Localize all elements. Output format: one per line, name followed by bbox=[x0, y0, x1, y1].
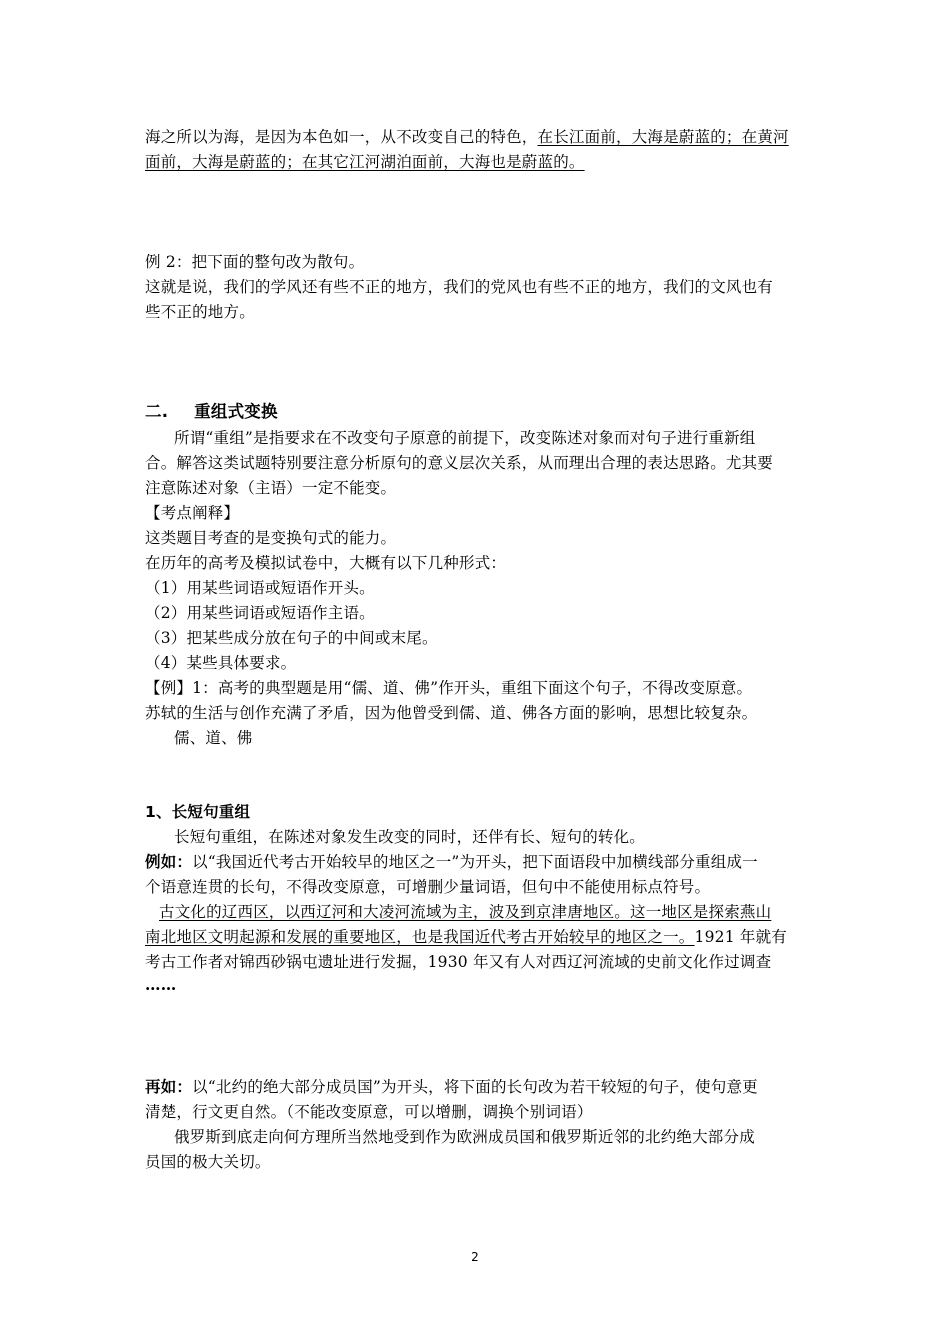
example-line: 【例】1：高考的典型题是用“儒、道、佛”作开头，重组下面这个句子，不得改变原意。 bbox=[145, 679, 753, 697]
subsection-title: 1、长短句重组 bbox=[145, 803, 251, 821]
para-line: 些不正的地方。 bbox=[145, 303, 255, 321]
para-line: 清楚，行文更自然。（不能改变原意，可以增删，调换个别词语） bbox=[145, 1103, 593, 1121]
example-line: 苏轼的生活与创作充满了矛盾，因为他曾受到儒、道、佛各方面的影响，思想比较复杂。 bbox=[145, 704, 758, 722]
para-line: 合。解答这类试题特别要注意分析原句的意义层次关系，从而理出合理的表达思路。尤其要 bbox=[145, 454, 774, 472]
list-item: （4）某些具体要求。 bbox=[145, 654, 297, 672]
list-item: （2）用某些词语或短语作主语。 bbox=[145, 604, 375, 622]
para-line: 这类题目考查的是变换句式的能力。 bbox=[145, 529, 397, 547]
example-label: 例如： bbox=[145, 852, 193, 871]
underlined-text: 南北地区文明起源和发展的重要地区，也是我国近代考古开始较早的地区之一。 bbox=[145, 928, 695, 946]
para-line: 再如：以“北约的绝大部分成员国”为开头，将下面的长句改为若干较短的句子，使句意更 bbox=[145, 1077, 758, 1096]
para-line: 在历年的高考及模拟试卷中，大概有以下几种形式： bbox=[145, 554, 507, 572]
kaodian-heading: 【考点阐释】 bbox=[145, 504, 240, 522]
section-number: 二. bbox=[145, 402, 169, 421]
para-line: 员国的极大关切。 bbox=[145, 1153, 271, 1171]
section-heading bbox=[145, 402, 278, 422]
example-2-title: 例 2：把下面的整句改为散句。 bbox=[145, 253, 365, 271]
para-line: 长短句重组，在陈述对象发生改变的同时，还伴有长、短句的转化。 bbox=[174, 828, 646, 846]
underlined-text: 面前，大海是蔚蓝的；在其它江河湖泊面前，大海也是蔚蓝的。 bbox=[145, 153, 585, 171]
example-line: 儒、道、佛 bbox=[174, 729, 253, 747]
underlined-text: 在长江面前，大海是蔚蓝的；在黄河 bbox=[537, 128, 789, 146]
para-line: 南北地区文明起源和发展的重要地区，也是我国近代考古开始较早的地区之一。1921 年就有 bbox=[145, 928, 787, 946]
para-line: 个语意连贯的长句，不得改变原意，可增删少量词语，但句中不能使用标点符号。 bbox=[145, 878, 711, 896]
page-number: 2 bbox=[471, 1250, 479, 1264]
para-line: 俄罗斯到底走向何方理所当然地受到作为欧洲成员国和俄罗斯近邻的北约绝大部分成 bbox=[174, 1128, 755, 1146]
list-item: （1）用某些词语或短语作开头。 bbox=[145, 579, 375, 597]
para-line: 海之所以为海，是因为本色如一，从不改变自己的特色，在长江面前，大海是蔚蓝的；在黄河 bbox=[145, 128, 789, 146]
list-item: （3）把某些成分放在句子的中间或末尾。 bbox=[145, 629, 438, 647]
example-label: 再如： bbox=[145, 1077, 193, 1096]
para-line bbox=[145, 902, 771, 922]
section-title: 重组式变换 bbox=[194, 402, 278, 421]
para-line: 这就是说，我们的学风还有些不正的地方，我们的党风也有些不正的地方，我们的文风也有 bbox=[145, 278, 774, 296]
para-line: 所谓“重组”是指要求在不改变句子原意的前提下，改变陈述对象而对句子进行重新组 bbox=[174, 429, 756, 447]
para-line: 考古工作者对锦西砂锅屯遗址进行发掘，1930 年又有人对西辽河流域的史前文化作过调查 bbox=[145, 953, 772, 971]
ellipsis: …… bbox=[145, 975, 177, 994]
para-line: 注意陈述对象（主语）一定不能变。 bbox=[145, 479, 397, 497]
underlined-text: 古文化的辽西区，以西辽河和大凌河流域为主，波及到京津唐地区。这一地区是探索燕山 bbox=[159, 903, 772, 921]
para-line: 例如：以“我国近代考古开始较早的地区之一”为开头，把下面语段中加横线部分重组成一 bbox=[145, 852, 758, 871]
para-line bbox=[145, 152, 585, 172]
